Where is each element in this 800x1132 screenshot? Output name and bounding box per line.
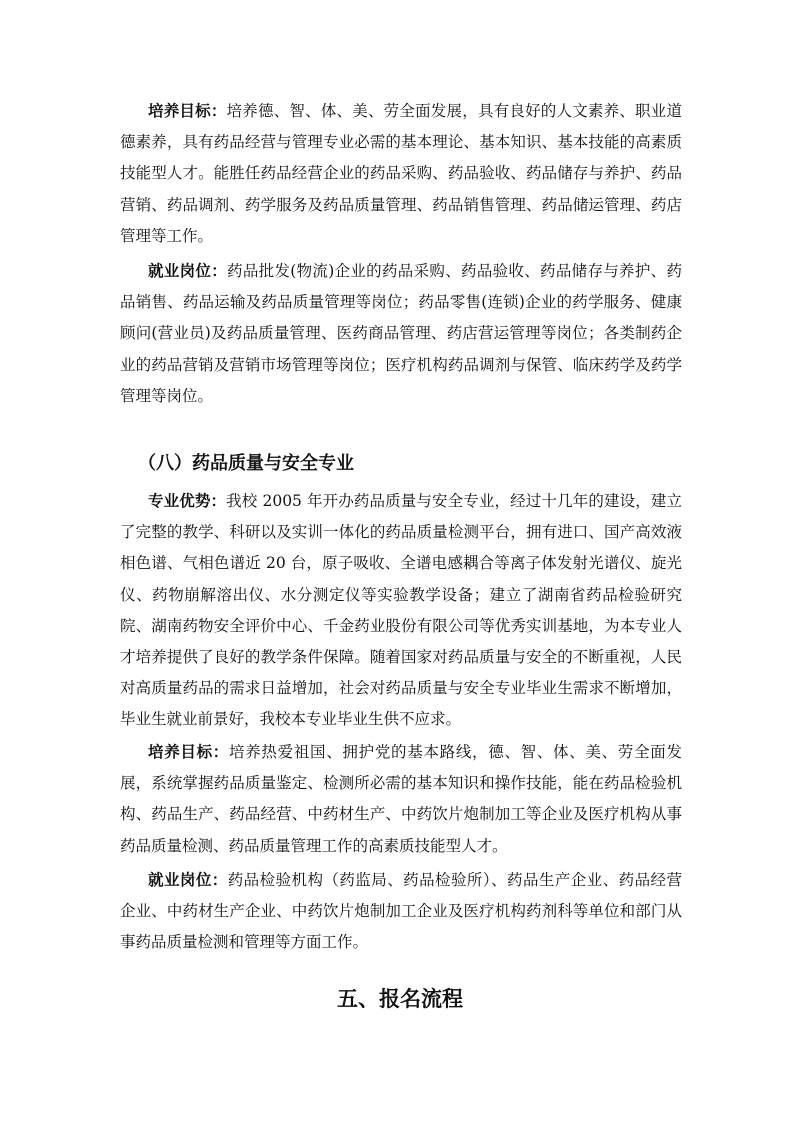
label-major-advantage: 专业优势： [148,492,227,510]
paragraph-employment-2 [120,865,682,959]
text-major-advantage: 我校 2005 年开办药品质量与安全专业，经过十几年的建设，建立了完整的教学、科研以及实训一体化的药品质量检测平台，拥有进口、国产高效液相色谱、气相色谱近 20 台，原子吸收、全谱电感耦合等离子体发射光谱仪、旋光仪、药物崩解溶出仪、水分测定仪等实验教学设备；建立了湖南省药品检验研究院、湖南药物安全评价中心、千金药业股份有限公司等优秀实训基地，为本专业人才培养提供了良好的教学条件保障。随着国家对药品质量与安全的不断重视，人民对高质量药品的需求日益增加，社会对药品质量与安全专业毕业生需求不断增加，毕业生就业前景好，我校本专业毕业生供不应求。 [120,492,682,729]
section-heading-registration-process: 五、报名流程 [337,987,463,1011]
label-employment-2: 就业岗位： [148,871,228,889]
section-heading-drug-quality-safety: （八）药品质量与安全专业 [138,453,354,474]
paragraph-major-advantage [120,486,682,736]
label-training-goal-2: 培养目标： [148,743,230,761]
text-training-goal-2: 培养热爱祖国、拥护党的基本路线，德、智、体、美、劳全面发展，系统掌握药品质量鉴定、检测所必需的基本知识和操作技能，能在药品检验机构、药品生产、药品经营、中药材生产、中药饮片炮制加工等企业及医疗机构从事药品质量检测、药品质量管理工作的高素质技能型人才。 [120,743,682,855]
paragraph-training-goal-2 [120,737,682,862]
label-training-goal-1: 培养目标： [148,102,227,120]
text-training-goal-1: 培养德、智、体、美、劳全面发展，具有良好的人文素养、职业道德素养，具有药品经营与管理专业必需的基本理论、基本知识、基本技能的高素质技能型人才。能胜任药品经营企业的药品采购、药品验收、药品储存与养护、药品营销、药品调剂、药学服务及药品质量管理、药品销售管理、药品储运管理、药店管理等工作。 [120,102,682,245]
label-employment-1: 就业岗位： [148,262,228,280]
paragraph-employment-1 [120,256,682,412]
text-employment-2: 药品检验机构（药监局、药品检验所）、药品生产企业、药品经营企业、中药材生产企业、中药饮片炮制加工企业及医疗机构药剂科等单位和部门从事药品质量检测和管理等方面工作。 [120,871,682,952]
text-employment-1: 药品批发(物流)企业的药品采购、药品验收、药品储存与养护、药品销售、药品运输及药品质量管理等岗位；药品零售(连锁)企业的药学服务、健康顾问(营业员)及药品质量管理、医药商品管理、药店营运管理等岗位；各类制药企业的药品营销及营销市场管理等岗位；医疗机构药品调剂与保管、临床药学及药学管理等岗位。 [120,262,682,405]
paragraph-training-goal-1 [120,96,682,252]
